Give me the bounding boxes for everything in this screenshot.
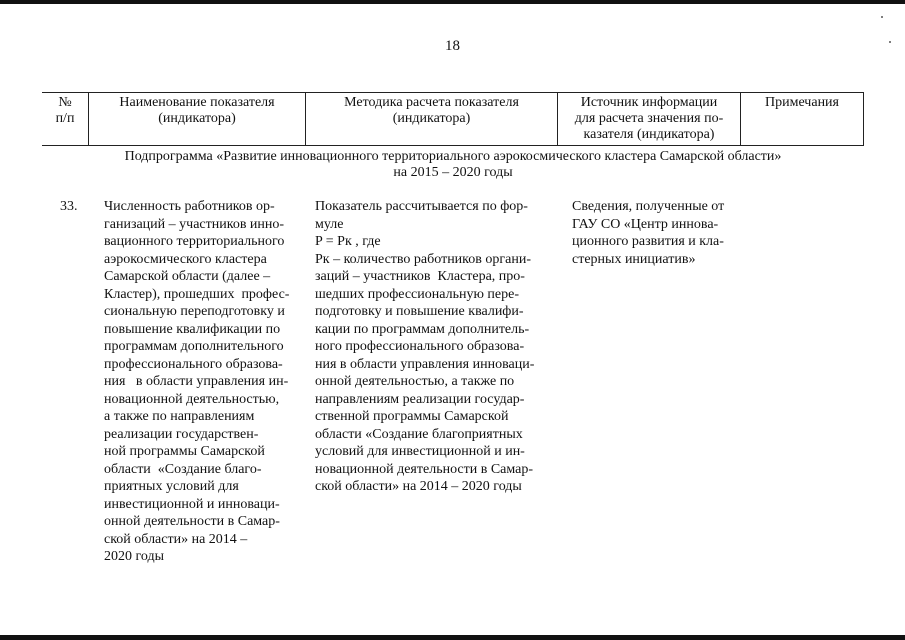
information-source: Сведения, полученные от ГАУ СО «Центр иннова- ционного развития и кла- стерных инициатив» <box>572 199 725 267</box>
header-num: № п/п <box>42 93 89 146</box>
indicator-table-header <box>42 92 864 146</box>
row-number: 33. <box>60 199 78 214</box>
indicator-name: Численность работников ор- ганизаций – участников инно- вационного территориального аэрокосмического кластера Самарской области (далее – Кластер), прошедших профес- сиональную переподготовку и повышение квалификации по программам дополнительного профессионального образова- ния в области управления ин- новационной деятельностью, а также по направлениям реализации государствен- ной программы Самарской области «Создание благо- приятных условий для инвестиционной и инноваци- онной деятельности в Самар- ской области» на 2014 – 2020 годы <box>104 199 290 564</box>
header-notes: Примечания <box>741 93 864 146</box>
page-number: 18 <box>445 38 460 54</box>
calculation-method: Показатель рассчитывается по фор- муле P = Pк , где Pк – количество работников органи- заций – участников Кластера, про- шедших профессиональную пере- подготовку и повышение квалифи- кации по программам дополнитель- ного профессионального образова- ния в области управления инноваци- онной деятельностью, а также по направлениям реализации государ- ственной программы Самарской области «Создание благоприятных условий для инвестиционной и ин- новационной деятельности в Самар- ской области» на 2014 – 2020 годы <box>315 199 535 494</box>
subprogram-text: Подпрограмма «Развитие инновационного территориального аэрокосмического кластера Самарской области» на 2015 – 2020 годы <box>124 149 782 180</box>
subprogram-title <box>42 149 864 181</box>
header-method: Методика расчета показателя (индикатора) <box>306 93 558 146</box>
scan-speck <box>881 16 883 18</box>
header-name: Наименование показателя (индикатора) <box>89 93 306 146</box>
scan-top-edge <box>0 0 905 4</box>
header-source: Источник информации для расчета значения по- казателя (индикатора) <box>558 93 741 146</box>
scan-bottom-edge <box>0 635 905 640</box>
